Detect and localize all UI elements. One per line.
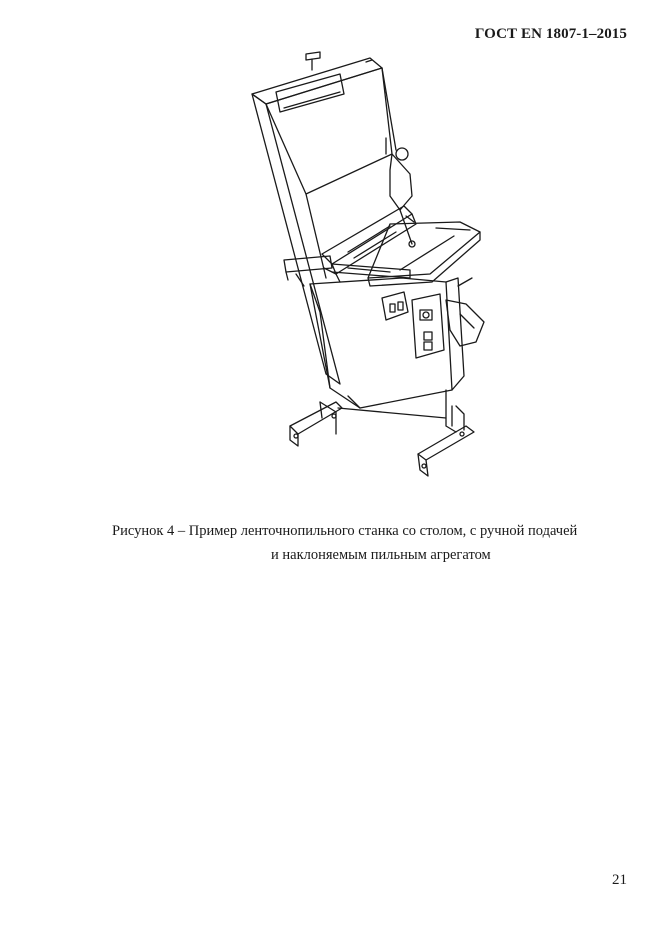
caption-line-1: Рисунок 4 – Пример ленточнопильного станка со столом, с ручной подачей <box>112 523 578 539</box>
lower-housing-icon <box>310 278 472 408</box>
band-saw-figure <box>240 46 500 486</box>
standard-designation: ГОСТ EN 1807-1–2015 <box>474 26 627 42</box>
saw-housing-icon <box>252 58 396 384</box>
machine-stand-icon <box>290 390 474 476</box>
caption-line-2: и наклоняемым пильным агрегатом <box>271 547 491 563</box>
motor-icon <box>446 300 484 346</box>
control-box-icon <box>382 292 444 358</box>
page-number: 21 <box>612 872 627 888</box>
tension-knob-icon <box>306 52 320 70</box>
